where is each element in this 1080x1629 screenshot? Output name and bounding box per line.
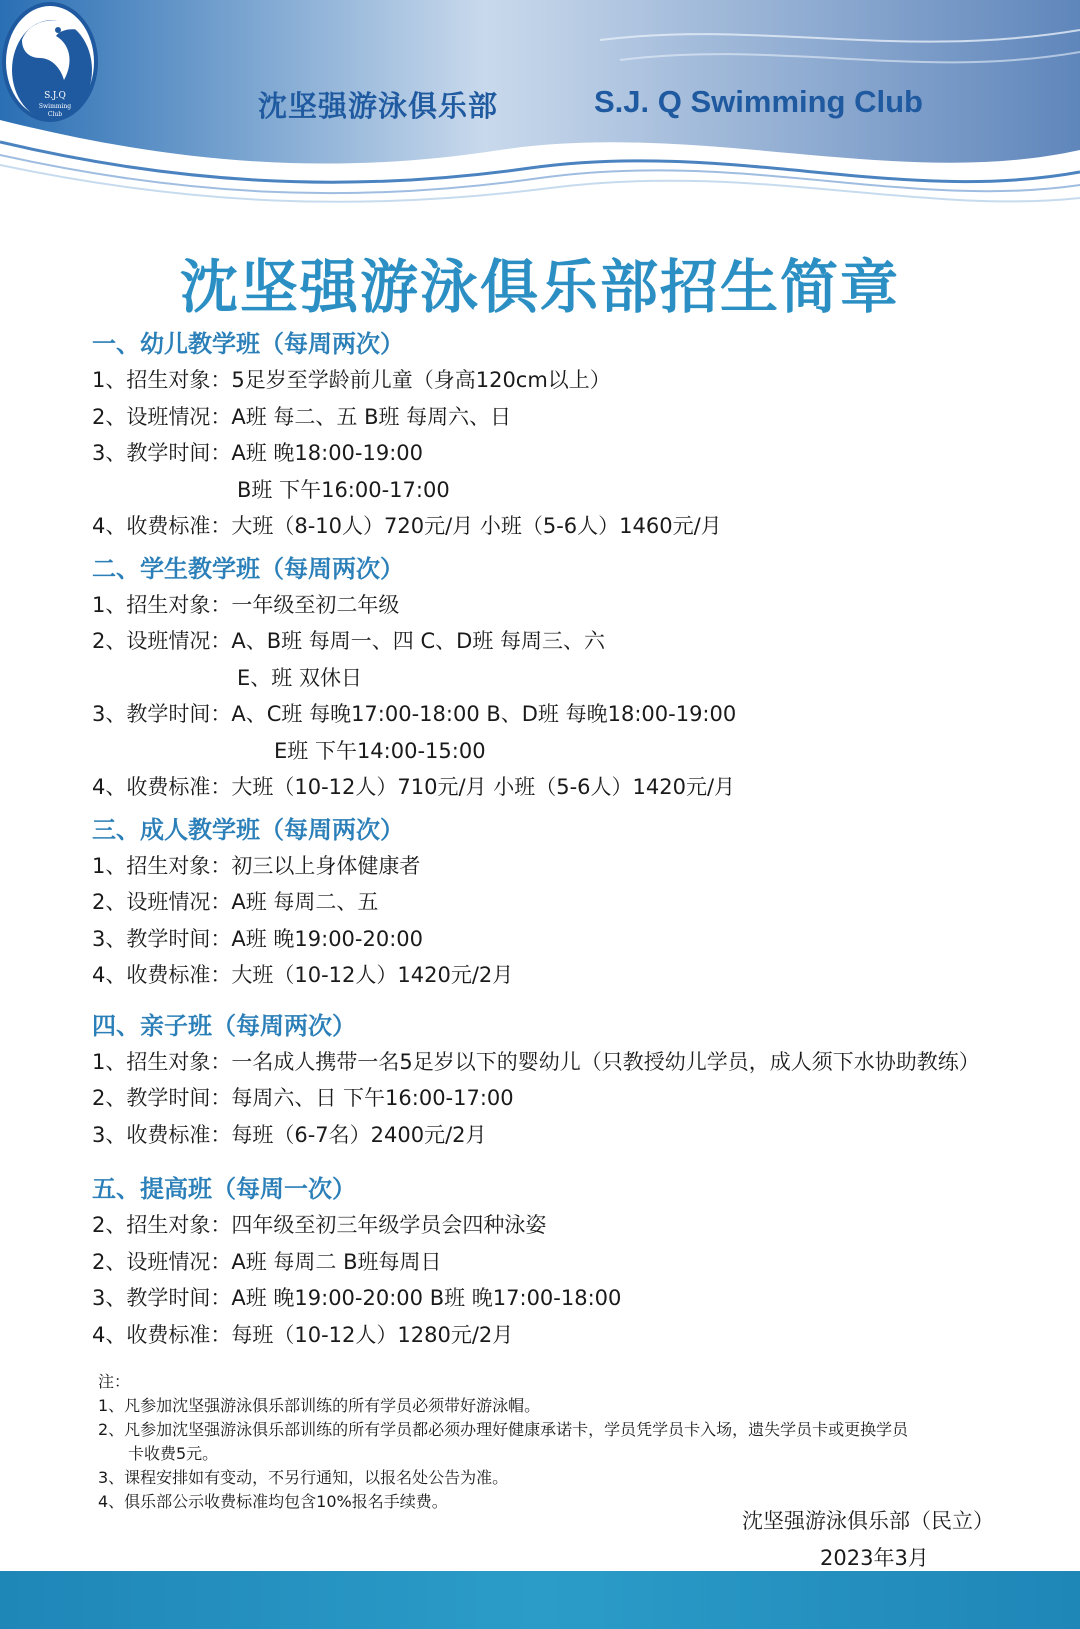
- section-row: 4、收费标准：大班（8-10人）720元/月 小班（5-6人）1460元/月: [92, 514, 722, 538]
- section-row: E班 下午14:00-15:00: [274, 738, 486, 763]
- notes-label: 注：: [98, 1372, 131, 1391]
- section-row: 1、招生对象：5足岁至学龄前儿童（身高120cm以上）: [92, 368, 611, 392]
- svg-text:Swimming: Swimming: [38, 103, 72, 110]
- section-title-advanced: 五、提高班（每周一次）: [92, 1175, 356, 1203]
- section-row: 1、招生对象：一年级至初二年级: [92, 592, 400, 617]
- note-item: 2、凡参加沈坚强游泳俱乐部训练的所有学员都必须办理好健康承诺卡，学员凭学员卡入场，遗失学员卡或更换学员: [98, 1420, 909, 1439]
- dolphin-logo-icon: [0, 0, 100, 125]
- issue-date: 2023年3月: [820, 1546, 929, 1570]
- section-row: E、班 双休日: [237, 665, 362, 690]
- section-row: 3、教学时间：A班 晚18:00-19:00: [92, 441, 424, 465]
- section-title-parent-child: 四、亲子班（每周两次）: [92, 1011, 356, 1040]
- section-row: 3、收费标准：每班（6-7名）2400元/2月: [92, 1122, 487, 1147]
- section-row: 2、教学时间：每周六、日 下午16:00-17:00: [92, 1086, 514, 1110]
- club-name-en: S.J. Q Swimming Club: [594, 84, 923, 119]
- course-sections: [92, 326, 1052, 1353]
- section-row: 2、设班情况：A班 每周二、五: [92, 890, 379, 914]
- section-title-kids: 一、幼儿教学班（每周两次）: [92, 330, 404, 358]
- section-row: 3、教学时间：A班 晚19:00-20:00: [92, 926, 424, 951]
- note-item: 4、俱乐部公示收费标准均包含10%报名手续费。: [98, 1492, 448, 1511]
- section-row: 4、收费标准：大班（10-12人）1420元/2月: [92, 963, 514, 987]
- club-name-cn: 沈坚强游泳俱乐部: [258, 89, 499, 123]
- signature: 沈坚强游泳俱乐部（民立）: [742, 1509, 994, 1533]
- page-title: 沈坚强游泳俱乐部招生简章: [179, 253, 900, 321]
- svg-text:Club: Club: [47, 111, 63, 118]
- section-row: 3、教学时间：A、C班 每晚17:00-18:00 B、D班 每晚18:00-19:00: [92, 702, 737, 726]
- note-item: 卡收费5元。: [128, 1444, 219, 1463]
- section-title-adults: 三、成人教学班（每周两次）: [92, 815, 404, 844]
- note-item: 1、凡参加沈坚强游泳俱乐部训练的所有学员必须带好游泳帽。: [98, 1396, 541, 1415]
- section-row: 2、设班情况：A班 每周二 B班每周日: [92, 1249, 442, 1274]
- section-row: 2、设班情况：A班 每二、五 B班 每周六、日: [92, 404, 512, 429]
- section-row: 3、教学时间：A班 晚19:00-20:00 B班 晚17:00-18:00: [92, 1286, 622, 1310]
- section-row: 1、招生对象：一名成人携带一名5足岁以下的婴幼儿（只教授幼儿学员，成人须下水协助教练）: [92, 1049, 980, 1074]
- note-item: 3、课程安排如有变动，不另行通知，以报名处公告为准。: [98, 1468, 509, 1487]
- section-row: 4、收费标准：每班（10-12人）1280元/2月: [92, 1322, 514, 1347]
- section-row: 4、收费标准：大班（10-12人）710元/月 小班（5-6人）1420元/月: [92, 775, 736, 799]
- notes-block: [98, 1370, 1018, 1514]
- section-row: 1、招生对象：初三以上身体健康者: [92, 853, 421, 878]
- svg-text:S.J.Q: S.J.Q: [44, 91, 66, 101]
- section-row: 2、招生对象：四年级至初三年级学员会四种泳姿: [92, 1213, 547, 1237]
- section-row: B班 下午16:00-17:00: [237, 477, 450, 502]
- header-banner: [0, 0, 1080, 215]
- section-title-students: 二、学生教学班（每周两次）: [92, 554, 404, 583]
- section-row: 2、设班情况：A、B班 每周一、四 C、D班 每周三、六: [92, 629, 605, 653]
- footer-bar: [0, 1571, 1080, 1629]
